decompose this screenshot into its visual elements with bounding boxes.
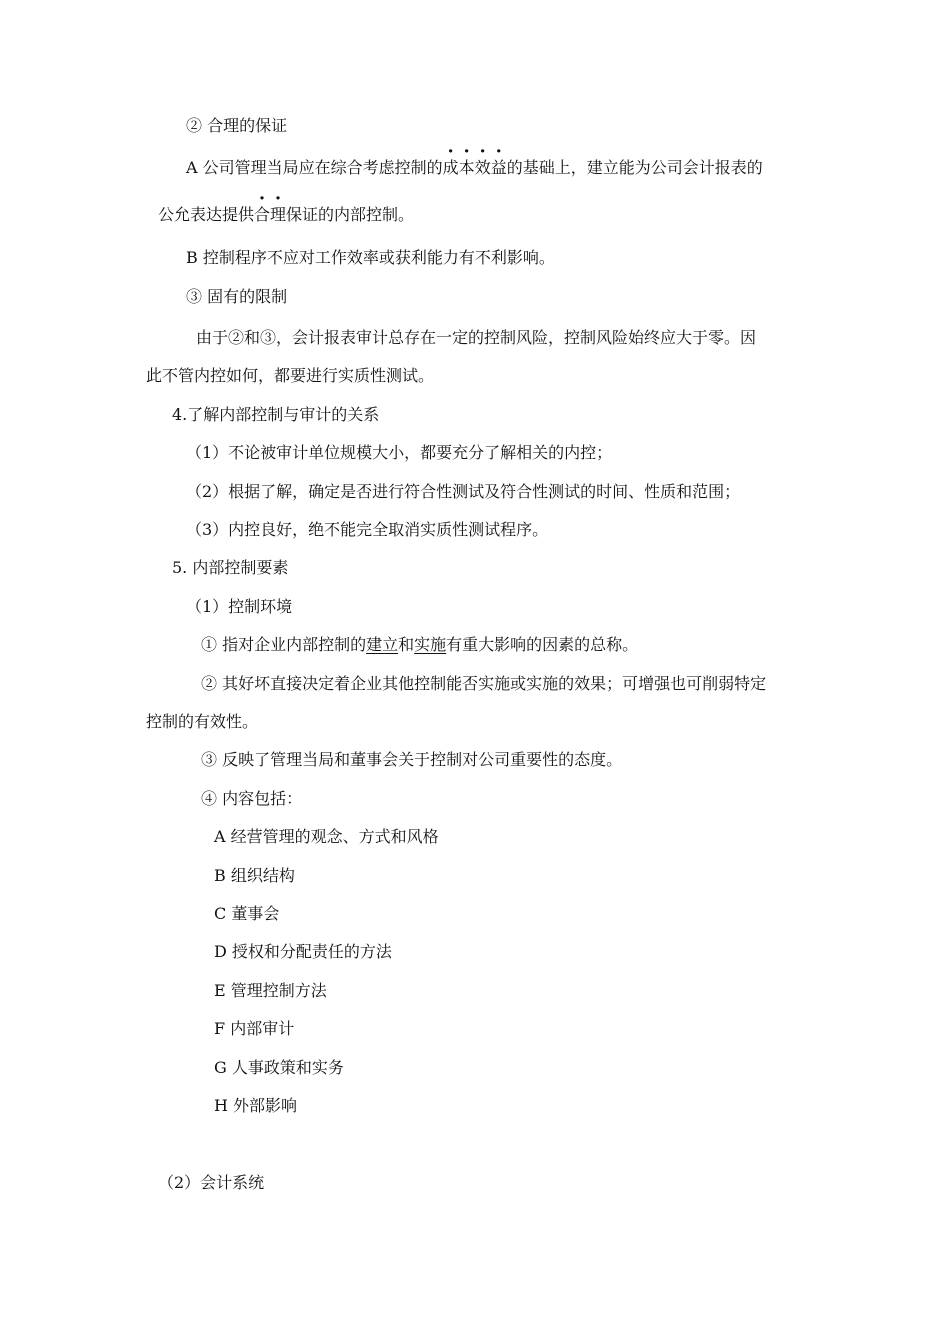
text-segment: 的基础上，建立能为公司会计报表的 <box>506 158 763 177</box>
paragraph-control-procedure: B 控制程序不应对工作效率或获利能力有不利影响。 <box>186 248 555 267</box>
underlined-term: 建立 <box>366 635 399 654</box>
emphasis-dot-char: 理 <box>270 205 287 224</box>
emphasis-dot-char: 成 <box>442 158 459 177</box>
paragraph-env-contents: ④ 内容包括： <box>201 789 303 808</box>
section-heading-5: 5. 内部控制要素 <box>172 558 289 577</box>
list-item-4-1: （1）不论被审计单位规模大小，都要充分了解相关的内控； <box>186 443 613 462</box>
underlined-term: 实施 <box>414 635 447 654</box>
subsection-control-environment: （1）控制环境 <box>186 597 293 616</box>
paragraph-env-attitude: ③ 反映了管理当局和董事会关于控制对公司重要性的态度。 <box>201 750 623 769</box>
paragraph-env-effect-line1: ② 其好坏直接决定着企业其他控制能否实施或实施的效果；可增强也可削弱特定 <box>201 674 767 693</box>
emphasis-dot-char: 益 <box>490 158 507 177</box>
heading-inherent-limitation: ③ 固有的限制 <box>186 287 288 306</box>
text-segment: A 公司管理当局应在综合考虑控制的 <box>186 158 443 177</box>
heading-reasonable-assurance: ② 合理的保证 <box>186 116 288 135</box>
list-item-env-e: E 管理控制方法 <box>214 981 327 1000</box>
paragraph-control-risk-line2: 此不管内控如何，都要进行实质性测试。 <box>146 366 435 385</box>
list-item-env-a: A 经营管理的观念、方式和风格 <box>214 827 439 846</box>
paragraph-env-definition <box>201 635 638 655</box>
list-item-env-b: B 组织结构 <box>214 866 295 885</box>
list-item-env-c: C 董事会 <box>214 904 280 923</box>
text-segment: 有重大影响的因素的总称。 <box>446 635 639 654</box>
text-segment: ① 指对企业内部控制的 <box>201 635 367 654</box>
section-heading-4: 4.了解内部控制与审计的关系 <box>172 405 380 424</box>
list-item-env-f: F 内部审计 <box>214 1019 295 1038</box>
emphasis-dot-char: 合 <box>254 205 271 224</box>
list-item-env-h: H 外部影响 <box>214 1096 298 1115</box>
list-item-env-d: D 授权和分配责任的方法 <box>214 942 392 961</box>
emphasis-dot-char: 效 <box>474 158 491 177</box>
subsection-accounting-system: （2）会计系统 <box>158 1173 265 1192</box>
text-segment: 公允表达提供 <box>158 205 255 224</box>
paragraph-control-risk-line1: 由于②和③，会计报表审计总存在一定的控制风险，控制风险始终应大于零。因 <box>196 328 757 347</box>
emphasis-dot-char: 本 <box>458 158 475 177</box>
list-item-env-g: G 人事政策和实务 <box>214 1058 344 1077</box>
list-item-4-2: （2）根据了解，确定是否进行符合性测试及符合性测试的时间、性质和范围； <box>186 482 741 501</box>
text-segment: 和 <box>398 635 415 654</box>
paragraph-cost-benefit <box>186 158 763 178</box>
paragraph-fair-presentation <box>158 205 414 225</box>
paragraph-env-effect-line2: 控制的有效性。 <box>146 712 259 731</box>
list-item-4-3: （3）内控良好，绝不能完全取消实质性测试程序。 <box>186 520 549 539</box>
text-segment: 保证的内部控制。 <box>286 205 415 224</box>
